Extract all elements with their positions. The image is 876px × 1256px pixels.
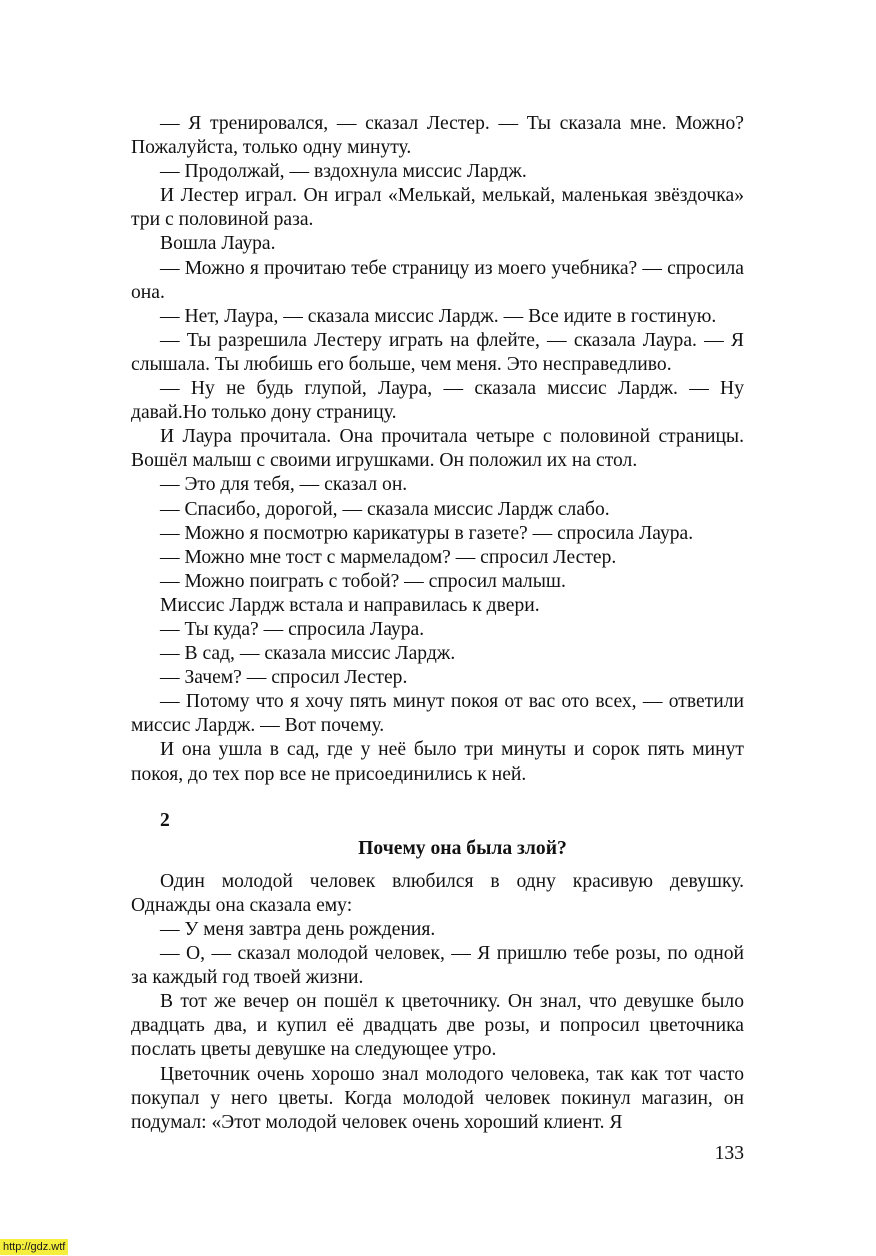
paragraph: В тот же вечер он пошёл к цветочнику. Он знал, что девушке было двадцать два, и купил её двадцать две розы, и попросил цветочника послать цветы девушке на следующее утро.	[131, 991, 744, 1061]
paragraph: И Лестер играл. Он играл «Мелькай, мелькай, маленькая звёздочка» три с половиной раза.	[131, 185, 744, 231]
paragraph: Один молодой человек влюбился в одну красивую девушку. Однажды она сказала ему:	[131, 870, 744, 916]
paragraph: И она ушла в сад, где у неё было три минуты и сорок пять минут покоя, до тех пор все не присоединились к ней.	[131, 739, 744, 785]
paragraph: — Можно поиграть с тобой? — спросил малыш.	[160, 570, 566, 592]
paragraph: — Зачем? — спросил Лестер.	[160, 667, 408, 689]
paragraph: — У меня завтра день рождения.	[160, 919, 436, 940]
paragraph: — Это для тебя, — сказал он.	[160, 474, 408, 496]
paragraph: — Ну не будь глупой, Лаура, — сказала миссис Лардж. — Ну давай.Но только дону страницу.	[131, 378, 744, 424]
section-title: Почему она была злой?	[358, 837, 567, 859]
paragraph: — Продолжай, — вздохнула миссис Лардж.	[160, 161, 527, 183]
paragraph: — Ты куда? — спросила Лаура.	[160, 618, 425, 640]
paragraph: Цветочник очень хорошо знал молодого человека, так как тот часто покупал у него цветы. Когда молодой человек покинул магазин, он подумал: «Этот молодой человек очень хороший клиент. Я	[131, 1063, 744, 1133]
paragraph: Вошла Лаура.	[160, 233, 276, 255]
paragraph: — Я тренировался, — сказал Лестер. — Ты сказала мне. Можно? Пожалуйста, только одну минуту.	[131, 113, 744, 159]
paragraph: — О, — сказал молодой человек, — Я пришлю тебе розы, по одной за каждый год твоей жизни.	[131, 943, 744, 989]
paragraph: — В сад, — сказала миссис Лардж.	[160, 643, 456, 665]
paragraph: И Лаура прочитала. Она прочитала четыре с половиной страницы. Вошёл малыш с своими игрушками. Он положил их на стол.	[131, 426, 744, 472]
paragraph: — Спасибо, дорогой, — сказала миссис Лардж слабо.	[160, 498, 610, 520]
paragraph: — Можно мне тост с мармеладом? — спросил Лестер.	[160, 546, 617, 568]
page-number: 133	[714, 1143, 744, 1164]
paragraph: — Можно я прочитаю тебе страницу из моего учебника? — спросила она.	[131, 257, 744, 303]
paragraph: — Нет, Лаура, — сказала миссис Лардж. — Все идите в гостиную.	[160, 305, 717, 327]
watermark-link[interactable]: http://gdz.wtf	[0, 1239, 68, 1255]
paragraph: — Можно я посмотрю карикатуры в газете? — спросила Лаура.	[160, 522, 694, 544]
paragraph: Миссис Лардж встала и направилась к двери.	[160, 594, 540, 616]
section-number: 2	[160, 809, 170, 831]
paragraph: — Потому что я хочу пять минут покоя от вас ото всех, — ответили миссис Лардж. — Вот почему.	[131, 691, 744, 737]
paragraph: — Ты разрешила Лестеру играть на флейте, — сказала Лаура. — Я слышала. Ты любишь его больше, чем меня. Это несправедливо.	[131, 329, 744, 375]
page-text	[131, 112, 744, 1135]
